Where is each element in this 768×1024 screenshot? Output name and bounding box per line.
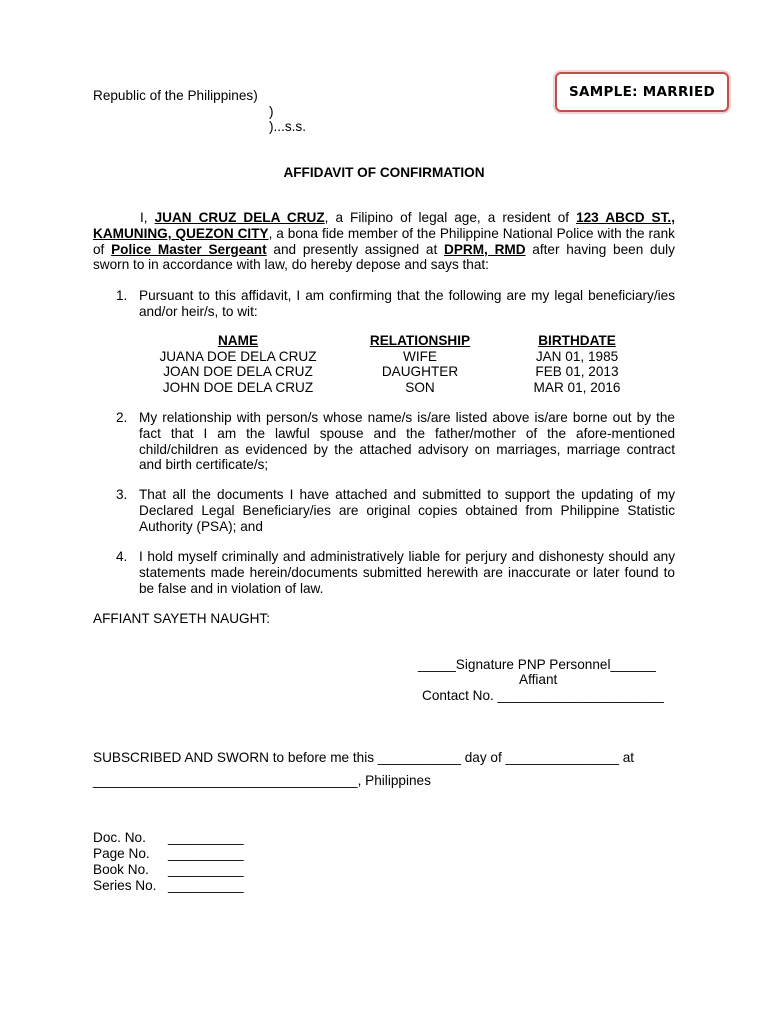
affiant-address: 123 ABCD ST., KAMUNING, QUEZON CITY — [93, 210, 675, 241]
affiant-name: JUAN CRUZ DELA CRUZ — [154, 210, 325, 225]
table-header: BIRTHDATE — [538, 333, 616, 348]
intro-text-5: after having been duly sworn to in accordance with law, do hereby depose and says that: — [93, 241, 675, 273]
item-text: That all the documents I have attached and submitted to support the updating of my Declared Legal Beneficiary/ies are original copies obtained from Philippine Statistic Authority (PSA); and — [139, 487, 675, 534]
venue-line-2: ) — [269, 104, 274, 119]
affiant-label: Affiant — [519, 672, 558, 687]
table-header: NAME — [217, 333, 259, 348]
intro-text-2: , a Filipino of legal age, a resident of — [324, 210, 577, 225]
intro-text-1: I, — [140, 210, 155, 225]
intro-text-4: and presently assigned at — [266, 241, 445, 257]
item-text: My relationship with person/s whose name/s is/are listed above is/are borne out by the fact that I am the lawful spouse and the father/mother of the afore-mentioned child/children as evidenced by the attached advisory on marriages, marriage contract and birth certificate/s; — [139, 410, 675, 473]
table-column-relationship — [358, 333, 482, 395]
table-header: RELATIONSHIP — [369, 333, 471, 348]
subscribed-sworn-line: SUBSCRIBED AND SWORN to before me this ___________ day of _______________ at — [93, 750, 635, 765]
notary-series-label: Series No. — [93, 878, 157, 893]
venue-line-3: )...s.s. — [269, 119, 307, 134]
table-cell: JOHN DOE DELA CRUZ — [162, 379, 314, 395]
item-number: 2. — [116, 410, 128, 425]
table-cell: JOAN DOE DELA CRUZ — [163, 364, 313, 379]
notary-book-label: Book No. — [93, 862, 149, 877]
item-number: 4. — [116, 549, 128, 564]
table-cell: FEB 01, 2013 — [535, 364, 619, 379]
item-number: 3. — [116, 487, 128, 502]
intro-paragraph — [93, 210, 675, 273]
document-title: AFFIDAVIT OF CONFIRMATION — [283, 165, 485, 180]
affiant-sayeth-naught: AFFIANT SAYETH NAUGHT: — [93, 611, 270, 626]
notary-book-blank: __________ — [168, 862, 244, 877]
notary-page-label: Page No. — [93, 846, 150, 861]
table-cell: MAR 01, 2016 — [533, 379, 621, 395]
table-cell: JAN 01, 1985 — [535, 348, 619, 364]
contact-number-line: Contact No. ______________________ — [422, 688, 664, 703]
signature-line: _____Signature PNP Personnel______ — [418, 657, 656, 672]
sample-stamp: SAMPLE: MARRIED — [555, 72, 729, 112]
notary-doc-blank: __________ — [168, 830, 244, 845]
item-number: 1. — [116, 288, 128, 303]
table-cell: DAUGHTER — [381, 364, 459, 379]
venue-line-1: Republic of the Philippines) — [93, 88, 258, 103]
intro-text-3: , a bona fide member of the Philippine National Police with the rank of — [93, 225, 675, 257]
item-text: Pursuant to this affidavit, I am confirming that the following are my legal beneficiary/ies and/or heir/s, to wit: — [139, 288, 675, 319]
notary-series-blank: __________ — [168, 878, 244, 893]
table-column-birthdate — [520, 333, 634, 395]
table-column-name — [138, 333, 338, 395]
affiant-unit: DPRM, RMD — [444, 241, 526, 257]
notary-page-blank: __________ — [168, 846, 244, 861]
table-cell: SON — [405, 379, 435, 395]
place-line: ___________________________________, Philippines — [93, 773, 431, 788]
notary-doc-label: Doc. No. — [93, 830, 146, 845]
table-cell: WIFE — [403, 348, 437, 364]
item-text: I hold myself criminally and administratively liable for perjury and dishonesty should any statements made herein/documents submitted herewith are inaccurate or later found to be false and in violation of law. — [139, 549, 675, 596]
affiant-rank: Police Master Sergeant — [111, 241, 267, 257]
table-cell: JUANA DOE DELA CRUZ — [159, 348, 317, 364]
